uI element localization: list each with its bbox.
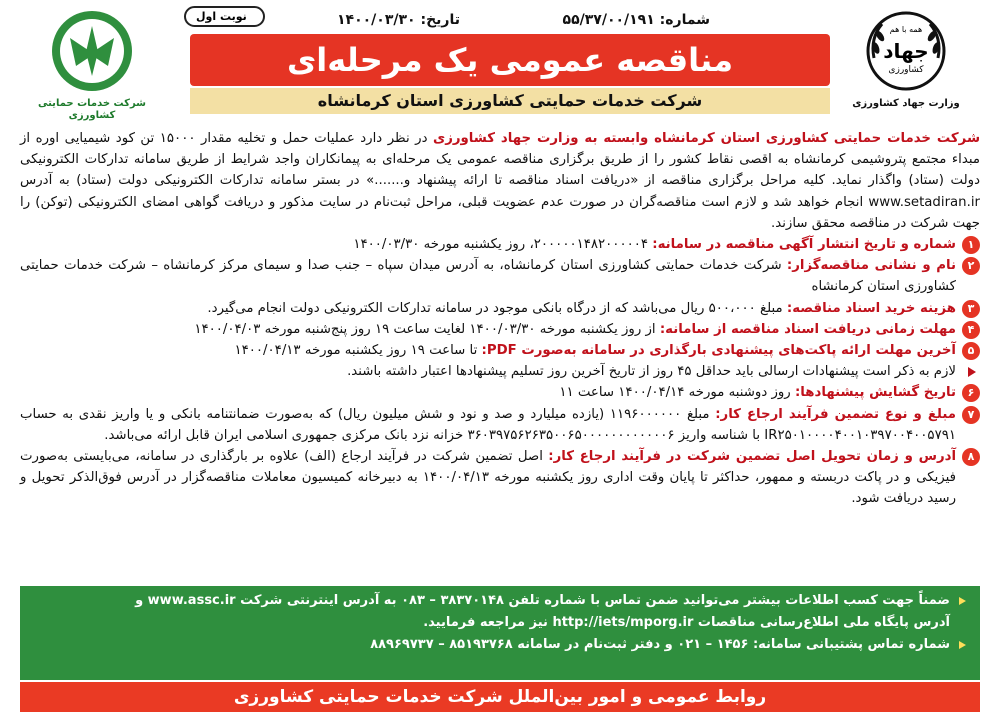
item-label: هزینه خرید اسناد مناقصه: xyxy=(786,300,956,316)
item-4 xyxy=(20,319,980,340)
public-relations-footer: روابط عمومی و امور بین‌الملل شرکت خدمات حمایتی کشاورزی xyxy=(20,682,980,712)
item-number: ۷ xyxy=(962,406,980,424)
intro-paragraph xyxy=(20,128,980,234)
triangle-bullet-icon xyxy=(968,367,976,377)
item-label: آدرس و زمان تحویل اصل تضمین شرکت در فرآیند ارجاع کار: xyxy=(548,449,956,465)
contact-text-3: شماره تماس پشتیبانی سامانه: ۱۴۵۶ – ۰۲۱ و دفتر ثبت‌نام در سامانه ۸۵۱۹۳۷۶۸ – ۸۸۹۶۹۷۳۷ xyxy=(370,637,950,652)
intro-highlight: شرکت خدمات حمایتی کشاورزی استان کرمانشاه وابسته به وزارت جهاد کشاورزی xyxy=(433,131,981,146)
item-text: تا ساعت ۱۹ روز یکشنبه مورخه ۱۴۰۰/۰۴/۱۳ xyxy=(234,343,482,359)
item-text: از روز یکشنبه مورخه ۱۴۰۰/۰۳/۳۰ لغایت ساعت ۱۹ روز پنج‌شنبه مورخه ۱۴۰۰/۰۴/۰۳ xyxy=(194,321,660,337)
item-text: روز دوشنبه مورخه ۱۴۰۰/۰۴/۱۴ ساعت ۱۱ xyxy=(559,385,795,401)
contact-text-2: آدرس پایگاه ملی اطلاع‌رسانی مناقصات http://iets/mporg.ir نیز مراجعه فرمایید. xyxy=(423,615,950,630)
item-text: مبلغ ۱۱۹۶۰۰۰۰۰۰ (یازده میلیارد و صد و نود و شش میلیون ریال) که به‌صورت ضمانتنامه بانکی و یا واریز نقدی به حساب IR۲۵۰۱۰۰۰۰۴۰۰۱۰۳۹۷۰۰۴۰۰۵۷۹۱ با شناسه واریز ۳۶۰۳۹۷۵۶۲۶۳۵۰۰۶۵۰۰۰۰۰۰۰۰۰۰۰۰۶ خزانه نزد بانک مرکزی جمهوری اسلامی ایران قابل ارائه می‌باشد. xyxy=(20,406,956,443)
ad-body xyxy=(20,128,980,583)
ad-meta xyxy=(190,10,830,34)
wheat-emblem-icon xyxy=(860,8,952,94)
item-label: مهلت زمانی دریافت اسناد مناقصه از سامانه: xyxy=(659,321,956,337)
company-caption: شرکت خدمات حمایتی کشاورزی xyxy=(37,98,147,121)
item-number: ۱ xyxy=(962,236,980,254)
item-1 xyxy=(20,234,980,255)
item-number: ۳ xyxy=(962,300,980,318)
item-text: اصل تضمین شرکت در فرآیند ارجاع (الف) علاوه بر بارگذاری در سامانه، می‌بایستی به‌صورت فیزیکی و در پاکت دربسته و ممهور، حداکثر تا پایان وقت اداری روز یکشنبه مورخه ۱۴۰۰/۰۴/۱۳ به دبیرخانه کمیسیون معاملات مناقصه‌گزار در آدرس فوق‌الذکر تحویل و رسید دریافت شود. xyxy=(20,449,956,507)
item-text: مبلغ ۵۰۰،۰۰۰ ریال می‌باشد که از درگاه بانکی موجود در سامانه تدارکات الکترونیکی دولت انجام می‌گیرد. xyxy=(207,300,787,316)
intro-text: در نظر دارد عملیات حمل و تخلیه مقدار ۱۵۰۰۰ تن کود شیمیایی اوره از مبداء مجتمع پتروشیمی کرمانشاه به اقصی نقاط کشور را از طریق برگزاری مناقصه عمومی یک مرحله‌ای به پیمانکاران واجد شرایط از طریق سامانه تدارکات الکترونیکی دولت (ستاد) واگذار نماید. کلیه مراحل برگزاری مناقصه از «دریافت اسناد مناقصه تا ارائه پیشنهاد و.......» در بستر سامانه تدارکات الکترونیکی دولت (ستاد) به آدرس www.setadiran.ir انجام خواهد شد و لازم است مناقصه‌گران در صورت عدم عضویت قبلی، مراحل ثبت‌نام در سایت مذکور و دریافت گواهی امضای الکترونیکی (توکن) را جهت شرکت در مناقصه محقق سازند. xyxy=(20,131,980,231)
contact-text-1: ضمناً جهت کسب اطلاعات بیشتر می‌توانید ضمن تماس با شماره تلفن ۳۸۳۷۰۱۴۸ – ۰۸۳ به آدرس اینترنتی شرکت www.assc.ir و xyxy=(135,593,950,608)
subtitle-banner: شرکت خدمات حمایتی کشاورزی استان کرمانشاه xyxy=(190,88,830,114)
item-3 xyxy=(20,298,980,319)
item-6 xyxy=(20,382,980,403)
item-number: ۵ xyxy=(962,342,980,360)
item-label: تاریخ گشایش پیشنهادها: xyxy=(794,385,956,401)
contact-line-3 xyxy=(34,634,966,656)
svg-text:همه با هم: همه با هم xyxy=(889,25,923,34)
header xyxy=(0,0,1001,128)
item-label: آخرین مهلت ارائه پاکت‌های پیشنهادی بارگذاری در سامانه به‌صورت PDF: xyxy=(481,343,956,359)
contact-footer xyxy=(20,586,980,680)
ad-date: تاریخ: ۱۴۰۰/۰۳/۳۰ xyxy=(337,12,460,28)
item-number: ۶ xyxy=(962,384,980,402)
item-2 xyxy=(20,255,980,297)
item-number: ۴ xyxy=(962,321,980,339)
item-label: شماره و تاریخ انتشار آگهی مناقصه در سامانه: xyxy=(652,237,956,253)
validity-note xyxy=(20,361,980,382)
item-number: ۲ xyxy=(962,257,980,275)
note-text: لازم به ذکر است پیشنهادات ارسالی باید حداقل ۴۵ روز از تاریخ آخرین روز تسلیم پیشنهادها اعتبار داشته باشند. xyxy=(347,364,956,380)
company-emblem-icon xyxy=(46,8,138,94)
item-text: ۲۰۰۰۰۰۱۴۸۲۰۰۰۰۰۴، روز یکشنبه مورخه ۱۴۰۰/۰۳/۳۰ xyxy=(353,237,653,253)
company-logo xyxy=(32,8,152,121)
svg-text:جهاد: جهاد xyxy=(883,39,929,63)
item-8 xyxy=(20,446,980,510)
title-banner: مناقصه عمومی یک مرحله‌ای xyxy=(190,34,830,86)
item-7 xyxy=(20,404,980,446)
contact-line-2 xyxy=(34,612,966,634)
item-number: ۸ xyxy=(962,448,980,466)
item-label: نام و نشانی مناقصه‌گزار: xyxy=(786,258,956,274)
triangle-bullet-icon xyxy=(959,597,966,605)
ministry-logo xyxy=(851,8,961,116)
first-round-badge: نوبت اول xyxy=(184,6,265,27)
ad-number: شماره: ۵۵/۳۷/۰۰/۱۹۱ xyxy=(562,12,710,28)
item-label: مبلغ و نوع تضمین فرآیند ارجاع کار: xyxy=(715,406,956,422)
triangle-bullet-icon xyxy=(959,641,966,649)
contact-line-1 xyxy=(34,590,966,612)
svg-text:کشاورزی: کشاورزی xyxy=(888,65,924,75)
item-text: شرکت خدمات حمایتی کشاورزی استان کرمانشاه، به آدرس میدان سپاه – جنب صدا و سیمای مرکز کرمانشاه – شرکت خدمات حمایتی کشاورزی استان کرمانشاه xyxy=(20,258,956,295)
ministry-caption: وزارت جهاد کشاورزی xyxy=(852,98,960,109)
item-5 xyxy=(20,340,980,361)
